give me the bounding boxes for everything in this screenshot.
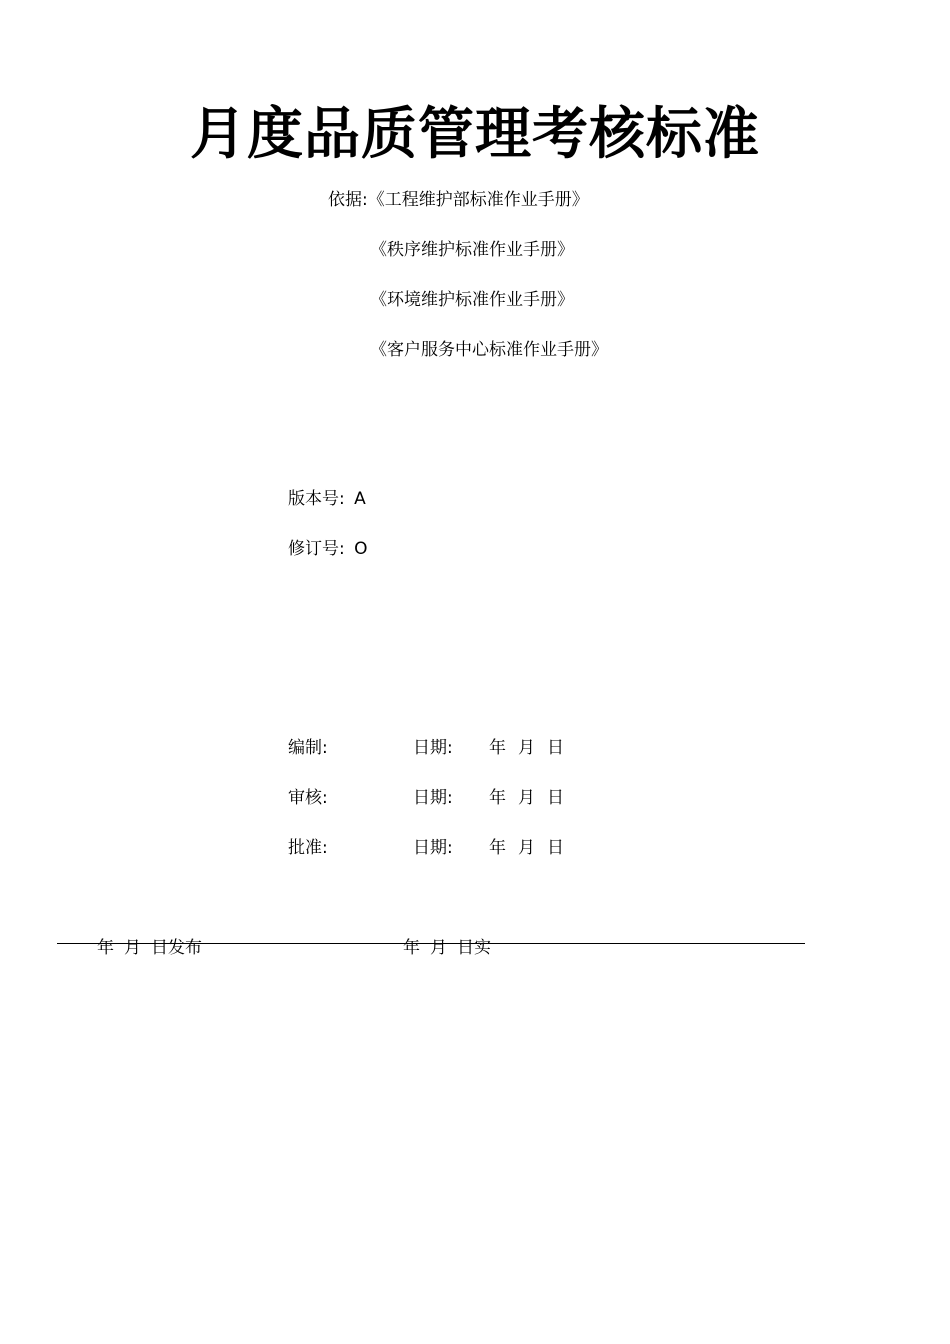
signature-date-label: 日期: [413, 788, 453, 808]
signature-year: 年 [489, 738, 506, 758]
version-label: 版本号: [288, 489, 345, 509]
publish-suffix: 日发布 [151, 938, 202, 958]
signature-day: 日 [547, 738, 564, 758]
signature-role: 编制: [288, 738, 328, 758]
publish-date [97, 936, 202, 960]
signature-month: 月 [518, 788, 535, 808]
version-field [288, 487, 366, 511]
document-title: 月度品质管理考核标准 [190, 101, 760, 167]
signature-year: 年 [489, 838, 506, 858]
signature-day: 日 [547, 838, 564, 858]
implement-month: 月 [430, 938, 447, 958]
implement-year: 年 [403, 938, 420, 958]
version-value: A [354, 489, 366, 509]
basis-line-customer-service: 《客户服务中心标准作业手册》 [370, 340, 608, 360]
revision-value: O [354, 539, 368, 559]
basis-line-environment: 《环境维护标准作业手册》 [370, 290, 574, 310]
signature-month: 月 [518, 838, 535, 858]
signature-row-approve [288, 836, 608, 860]
signature-date-label: 日期: [413, 838, 453, 858]
signature-row-review [288, 786, 608, 810]
basis-line-engineering: 依据:《工程维护部标准作业手册》 [328, 190, 589, 210]
publish-year: 年 [97, 938, 114, 958]
signature-role: 批准: [288, 838, 328, 858]
signature-month: 月 [518, 738, 535, 758]
publish-month: 月 [124, 938, 141, 958]
signature-row-compile [288, 736, 608, 760]
basis-line-security: 《秩序维护标准作业手册》 [370, 240, 574, 260]
signature-role: 审核: [288, 788, 328, 808]
signature-year: 年 [489, 788, 506, 808]
implement-suffix: 日实 [457, 938, 491, 958]
revision-label: 修订号: [288, 539, 345, 559]
signature-day: 日 [547, 788, 564, 808]
revision-field [288, 537, 368, 561]
implement-date [403, 936, 491, 960]
signature-date-label: 日期: [413, 738, 453, 758]
